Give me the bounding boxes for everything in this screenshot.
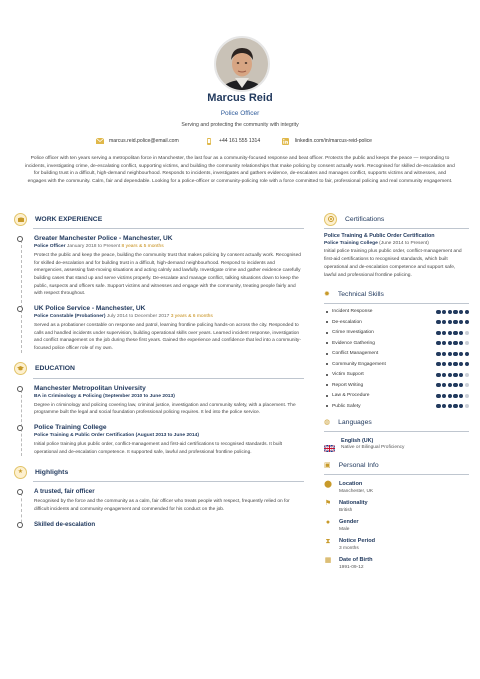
degree: Police Training & Public Order Certification xyxy=(34,433,135,439)
section-divider xyxy=(33,228,304,229)
bullet-icon xyxy=(326,321,328,323)
skill-name xyxy=(326,404,361,409)
degree: BA in Criminology & Policing xyxy=(34,393,102,399)
badge-icon xyxy=(324,213,337,226)
skill-name xyxy=(326,330,374,335)
rating-dot xyxy=(442,331,446,335)
rating-dot xyxy=(453,320,457,324)
degree-line xyxy=(34,433,304,438)
tools-icon: ✹ xyxy=(324,291,330,299)
skill-rating xyxy=(436,320,469,324)
rating-dot xyxy=(448,362,452,366)
contact-phone[interactable] xyxy=(206,138,260,144)
rating-dot xyxy=(453,394,457,398)
rating-dot xyxy=(459,341,463,345)
skill-row xyxy=(324,390,469,401)
timeline-dot xyxy=(17,386,23,392)
education-entries xyxy=(14,385,304,457)
section-header xyxy=(324,458,469,472)
rating-dot xyxy=(436,404,440,408)
person-name: Marcus Reid xyxy=(207,92,273,104)
section-header xyxy=(324,212,469,226)
profile-summary: Police officer with ten years serving a metropolitan force in Manchester, the last four as a community-focused response and beat officer. Protects the public and keeps the peace — responding to incidents, investigating crime, de-escalating conflict, supporting victims, and building the community relationships that make policing by consent actually work. Recognised for skilled de-escalation and for building trust in a difficult, high-demand neighbourhood. Responds to incidents, investigates and gathers evidence, de-escalates and manages conflict, supports victims and witnesses, and engages with the community. Calm, fair and dependable. Looking for a police-officer or community-policing role with a force committed to fair, professional policing and real community engagement. xyxy=(25,156,455,184)
skill-name xyxy=(326,309,373,314)
skill-label: Crime Investigation xyxy=(332,330,374,336)
bullet-icon xyxy=(326,332,328,334)
hourglass-icon: ⧗ xyxy=(325,538,331,546)
section-header xyxy=(14,362,304,376)
bullet-icon xyxy=(326,363,328,365)
info-value: Manchester, UK xyxy=(339,489,374,495)
rating-dot xyxy=(436,383,440,387)
description: Protect the public and keep the peace, building the community trust that makes policing by consent actually work. Recognised for skilled de-escalation and for building trust in a difficult, high-demand neighbourhood. Respond to incidents and emergencies, assessing fast-moving situations and acting calmly and lawfully. Investigate crime and gather evidence carefully building cases that stand up and serve victims properly. De-escalate and manage conflict, talking situations down to keep the public, suspects and officers safe. Support victims and witnesses and engage with the community, treating people fairly and with respect throughout. xyxy=(34,253,301,297)
skill-name xyxy=(326,351,378,356)
highlight-title: A trusted, fair officer xyxy=(34,488,95,496)
section-title: Personal Info xyxy=(338,461,379,469)
bullet-icon xyxy=(326,311,328,313)
skill-label: Victim Support xyxy=(332,372,364,378)
language-item xyxy=(324,438,469,450)
phone-icon xyxy=(206,138,214,144)
timeline-dot xyxy=(17,425,23,431)
rating-dot xyxy=(448,383,452,387)
skills-section xyxy=(324,287,469,411)
skill-row xyxy=(324,359,469,370)
profile-photo xyxy=(214,36,270,92)
info-value: British xyxy=(339,508,353,514)
certifications-section xyxy=(324,212,469,279)
bullet-icon xyxy=(326,353,328,355)
skill-row xyxy=(324,306,469,317)
info-label: Nationality xyxy=(339,500,368,507)
skill-row xyxy=(324,348,469,359)
position: Police Constable (Probationer) xyxy=(34,314,106,320)
left-column xyxy=(14,212,304,528)
rating-dot xyxy=(459,331,463,335)
personal-info-section xyxy=(324,458,469,570)
section-divider xyxy=(324,228,469,229)
phone-text: +44 161 555 1314 xyxy=(219,138,261,144)
rating-dot xyxy=(453,341,457,345)
description: Initial police training plus public order, conflict-management and first-aid certifications to recognised standards. It built operational and de-escalation competence. It supported safe, lawful and professional frontline policing. xyxy=(34,442,282,455)
id-card-icon: ▣ xyxy=(324,462,331,470)
info-gender xyxy=(324,519,469,532)
rating-dot xyxy=(448,373,452,377)
section-title: Highlights xyxy=(35,468,69,476)
skill-rating xyxy=(436,373,469,377)
info-label: Gender xyxy=(339,519,359,526)
work-entry xyxy=(34,235,304,298)
info-value: 1991-09-12 xyxy=(339,565,364,571)
skill-label: De-escalation xyxy=(332,319,362,325)
education-section xyxy=(14,362,304,457)
bullet-icon xyxy=(326,384,328,386)
rating-dot xyxy=(448,341,452,345)
rating-dot xyxy=(459,310,463,314)
rating-dot xyxy=(436,341,440,345)
timeline-dot xyxy=(17,522,23,528)
rating-dot xyxy=(453,383,457,387)
timeline-rail xyxy=(21,240,22,353)
info-nationality xyxy=(324,500,469,513)
rating-dot xyxy=(442,394,446,398)
rating-dot xyxy=(453,404,457,408)
skill-name xyxy=(326,393,370,398)
highlights-section xyxy=(14,465,304,527)
timeline-dot xyxy=(17,489,23,495)
section-header xyxy=(324,415,469,429)
skill-rating xyxy=(436,331,469,335)
info-value: 3 months xyxy=(339,546,359,552)
institution: Police Training College xyxy=(34,424,107,432)
rating-dot xyxy=(448,331,452,335)
section-divider xyxy=(324,431,469,432)
language-body xyxy=(341,438,404,450)
skill-name xyxy=(326,362,386,367)
rating-dot xyxy=(453,331,457,335)
rating-dot xyxy=(459,362,463,366)
skill-row xyxy=(324,401,469,412)
skill-rating xyxy=(436,383,469,387)
uk-flag-icon xyxy=(324,439,335,446)
rating-dot xyxy=(465,362,469,366)
highlight-entry xyxy=(34,521,304,528)
tagline: Serving and protecting the community with integrity xyxy=(181,122,299,128)
rating-dot xyxy=(442,341,446,345)
info-label: Location xyxy=(339,481,363,488)
skill-row xyxy=(324,369,469,380)
section-title: Certifications xyxy=(345,215,385,223)
section-title: Technical Skills xyxy=(337,290,384,298)
skill-label: Community Engagement xyxy=(332,361,386,367)
info-label: Notice Period xyxy=(339,538,376,545)
rating-dot xyxy=(442,352,446,356)
section-title: EDUCATION xyxy=(35,365,75,373)
section-divider xyxy=(33,378,304,379)
section-header xyxy=(14,212,304,226)
position: Police Officer xyxy=(34,244,66,249)
rating-dot xyxy=(465,341,469,345)
employer: UK Police Service - Manchester, UK xyxy=(34,305,146,313)
rating-dot xyxy=(448,352,452,356)
info-location xyxy=(324,481,469,494)
star-icon: ★ xyxy=(14,466,27,479)
description: Served as a probationer constable on response and patrol, learning frontline policing hands-on across the city. Responded to calls and handled incidents under supervision, building operational skills over years. Learned incident response, investigation and conflict management on the job during these first years. Gained the experience and confidence that led into a community-focused police officer role of my own. xyxy=(34,323,301,352)
institution: Manchester Metropolitan University xyxy=(34,384,146,392)
briefcase-icon xyxy=(14,213,27,226)
graduation-cap-icon xyxy=(14,362,27,375)
skill-row xyxy=(324,338,469,349)
work-experience-section xyxy=(14,212,304,353)
skill-name xyxy=(326,320,362,325)
issuer: Police Training College xyxy=(324,241,378,246)
rating-dot xyxy=(448,404,452,408)
languages-section xyxy=(324,415,469,450)
timeline-rail xyxy=(21,390,22,457)
rating-dot xyxy=(448,310,452,314)
highlight-text: Recognised by the force and the community as a calm, fair officer who treats people with respect, frequently relied on for difficult incidents and community engagement and commended for his conduct on the job. xyxy=(34,499,290,513)
highlight-entries xyxy=(14,488,304,527)
map-pin-icon: ⬤ xyxy=(324,481,332,489)
employer: Greater Manchester Police - Manchester, UK xyxy=(34,235,173,242)
rating-dot xyxy=(459,352,463,356)
duration: 8 years & 5 months xyxy=(121,244,164,249)
language-level: Native or Bilingual Proficiency xyxy=(341,445,405,451)
duration: 3 years & 6 months xyxy=(170,314,213,320)
education-entry xyxy=(34,385,304,417)
rating-dot xyxy=(442,310,446,314)
skill-rating xyxy=(436,362,469,366)
rating-dot xyxy=(465,404,469,408)
dates: (June 2014 to Present) xyxy=(379,241,429,246)
skill-rating xyxy=(436,404,469,408)
rating-dot xyxy=(453,310,457,314)
rating-dot xyxy=(465,320,469,324)
rating-dot xyxy=(465,352,469,356)
bullet-icon xyxy=(326,405,328,407)
bullet-icon xyxy=(326,374,328,376)
timeline-dot xyxy=(17,236,23,242)
skill-row xyxy=(324,380,469,391)
dates: July 2014 to December 2017 xyxy=(106,314,170,320)
skill-name xyxy=(326,372,364,377)
skill-label: Public Safety xyxy=(332,403,361,409)
rating-dot xyxy=(453,362,457,366)
rating-dot xyxy=(448,320,452,324)
rating-dot xyxy=(459,383,463,387)
language-name: English (UK) xyxy=(341,438,374,445)
highlight-entry xyxy=(34,488,304,513)
rating-dot xyxy=(453,373,457,377)
rating-dot xyxy=(448,394,452,398)
rating-dot xyxy=(442,373,446,377)
rating-dot xyxy=(465,394,469,398)
skill-name xyxy=(326,341,375,346)
info-value: Male xyxy=(339,527,350,533)
linkedin-icon xyxy=(282,138,290,144)
section-divider xyxy=(33,481,304,482)
info-date-of-birth xyxy=(324,557,469,570)
envelope-icon xyxy=(96,138,104,144)
highlight-title: Skilled de-escalation xyxy=(34,520,96,528)
rating-dot xyxy=(459,320,463,324)
skill-rating xyxy=(436,352,469,356)
skill-label: Law & Procedure xyxy=(332,393,370,399)
info-notice-period xyxy=(324,538,469,551)
rating-dot xyxy=(465,383,469,387)
job-title: Police Officer xyxy=(220,110,260,117)
rating-dot xyxy=(436,362,440,366)
rating-dot xyxy=(436,352,440,356)
certification-name: Police Training & Public Order Certification xyxy=(324,233,435,239)
skill-name xyxy=(326,383,363,388)
skill-label: Evidence Gathering xyxy=(332,340,375,346)
certification-text: Initial police training plus public order, conflict-management and first-aid certifications to recognised standards, which built operational and de-escalation competence and support safe, lawful and professional frontline policing. xyxy=(324,249,462,278)
rating-dot xyxy=(436,331,440,335)
globe-icon: ◍ xyxy=(324,419,331,427)
rating-dot xyxy=(459,373,463,377)
contact-linkedin[interactable] xyxy=(282,138,372,144)
dates: (August 2013 to June 2014) xyxy=(135,433,199,439)
section-divider xyxy=(324,474,469,475)
rating-dot xyxy=(465,373,469,377)
skills-list xyxy=(324,306,469,411)
education-entry xyxy=(34,424,304,456)
user-icon: ● xyxy=(325,519,331,527)
skill-rating xyxy=(436,310,469,314)
right-column xyxy=(324,212,469,570)
description: Degree in criminology and policing covering law, criminal justice, investigation and community safety, with a placement. The programme built the legal and social foundation professional policing requires. It led into the police service. xyxy=(34,402,296,416)
skill-rating xyxy=(436,394,469,398)
section-header xyxy=(324,287,469,301)
linkedin-text: linkedin.com/in/marcus-reid-police xyxy=(295,138,373,144)
rating-dot xyxy=(442,362,446,366)
work-entry xyxy=(34,305,304,353)
section-divider xyxy=(324,303,469,304)
skill-row xyxy=(324,317,469,328)
rating-dot xyxy=(442,383,446,387)
rating-dot xyxy=(436,373,440,377)
section-title: WORK EXPERIENCE xyxy=(35,215,103,223)
dates: (September 2010 to June 2013) xyxy=(103,393,175,399)
info-label: Date of Birth xyxy=(339,557,373,564)
rating-dot xyxy=(465,331,469,335)
contact-email[interactable] xyxy=(96,138,179,144)
rating-dot xyxy=(442,404,446,408)
position-line xyxy=(34,314,304,319)
rating-dot xyxy=(453,352,457,356)
certification-issuer-line xyxy=(324,241,469,246)
skill-label: Incident Response xyxy=(332,309,373,315)
rating-dot xyxy=(442,320,446,324)
degree-line xyxy=(34,394,304,399)
rating-dot xyxy=(465,310,469,314)
dates: January 2018 to Present xyxy=(66,244,121,249)
skill-rating xyxy=(436,341,469,345)
position-line xyxy=(34,244,304,249)
bullet-icon xyxy=(326,342,328,344)
email-text: marcus.reid.police@email.com xyxy=(109,138,179,144)
skill-label: Conflict Management xyxy=(332,351,379,357)
section-header xyxy=(14,465,304,479)
rating-dot xyxy=(459,394,463,398)
work-entries xyxy=(14,235,304,353)
rating-dot xyxy=(459,404,463,408)
bullet-icon xyxy=(326,395,328,397)
rating-dot xyxy=(436,320,440,324)
skill-row xyxy=(324,327,469,338)
skill-label: Report Writing xyxy=(332,382,364,388)
rating-dot xyxy=(436,310,440,314)
rating-dot xyxy=(436,394,440,398)
flag-icon: ⚑ xyxy=(324,500,332,508)
section-title: Languages xyxy=(338,418,372,426)
calendar-icon: ▦ xyxy=(324,557,332,565)
timeline-dot xyxy=(17,306,23,312)
